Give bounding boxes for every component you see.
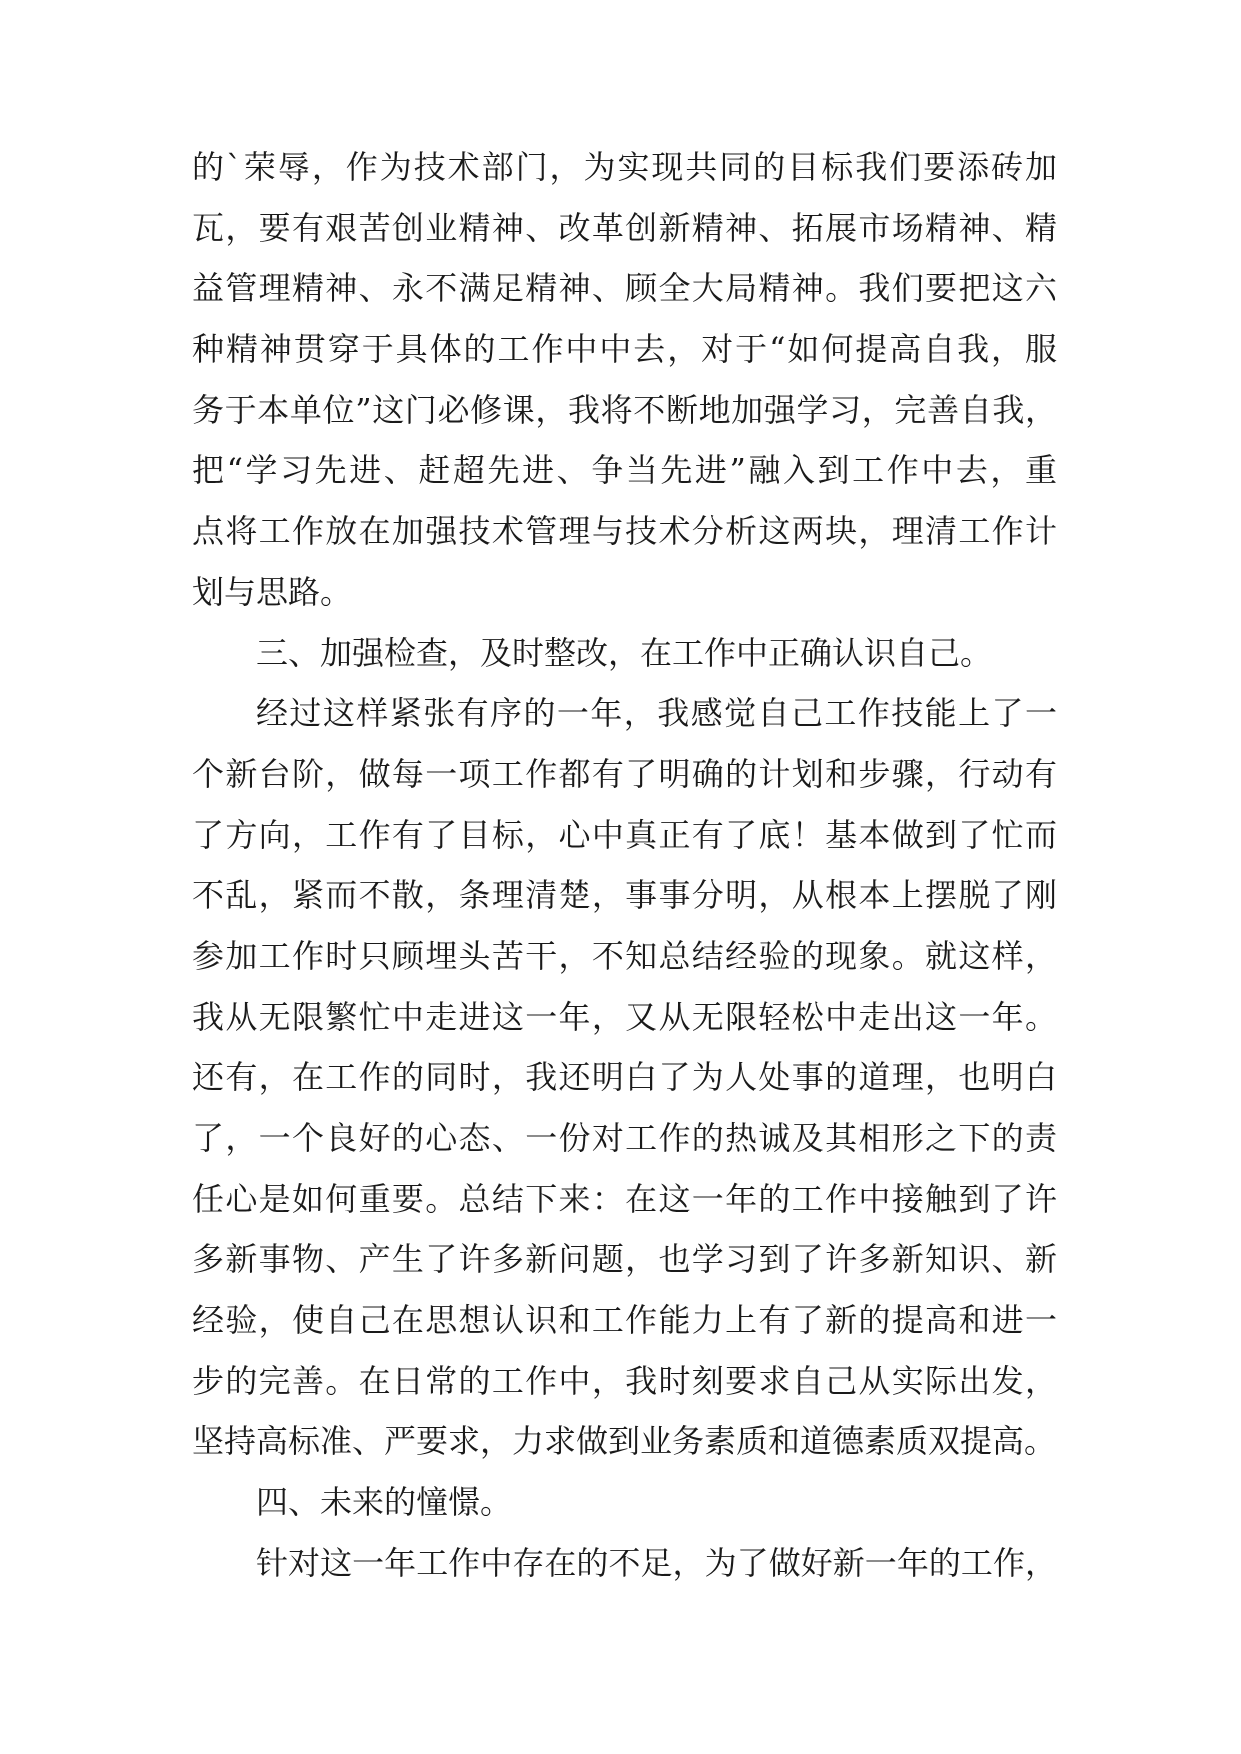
- text-line: 了方向，工作有了目标，心中真正有了底！基本做到了忙而: [192, 815, 1057, 854]
- text-line: 还有，在工作的同时，我还明白了为人处事的道理，也明白: [192, 1058, 1057, 1097]
- text-line: 务于本单位”这门必修课，我将不断地加强学习，完善自我，: [192, 390, 1057, 429]
- text-line: 参加工作时只顾埋头苦干，不知总结经验的现象。就这样，: [192, 936, 1057, 975]
- text-line: 坚持高标准、严要求，力求做到业务素质和道德素质双提高。: [192, 1422, 1057, 1461]
- text-line: 的`荣辱，作为技术部门，为实现共同的目标我们要添砖加: [192, 148, 1057, 186]
- text-line: 我从无限繁忙中走进这一年，又从无限轻松中走出这一年。: [192, 997, 1057, 1036]
- text-line: 瓦，要有艰苦创业精神、改革创新精神、拓展市场精神、精: [192, 208, 1057, 247]
- text-line: 种精神贯穿于具体的工作中中去，对于“如何提高自我，服: [192, 330, 1057, 369]
- section-heading: 四、未来的憧憬。: [256, 1483, 513, 1522]
- text-line: 任心是如何重要。总结下来：在这一年的工作中接触到了许: [192, 1179, 1057, 1218]
- text-line: 步的完善。在日常的工作中，我时刻要求自己从实际出发，: [192, 1361, 1057, 1400]
- text-line: 把“学习先进、赶超先进、争当先进”融入到工作中去，重: [192, 451, 1057, 490]
- text-line: 经验，使自己在思想认识和工作能力上有了新的提高和进一: [192, 1301, 1057, 1340]
- text-line: 个新台阶，做每一项工作都有了明确的计划和步骤，行动有: [192, 754, 1057, 793]
- text-line: 针对这一年工作中存在的不足，为了做好新一年的工作，: [256, 1543, 1057, 1582]
- document-body: [192, 137, 1057, 1594]
- text-line: 益管理精神、永不满足精神、顾全大局精神。我们要把这六: [192, 269, 1057, 308]
- text-line: 不乱，紧而不散，条理清楚，事事分明，从根本上摆脱了刚: [192, 876, 1057, 915]
- text-line: 多新事物、产生了许多新问题，也学习到了许多新知识、新: [192, 1240, 1057, 1279]
- text-line: 了，一个良好的心态、一份对工作的热诚及其相形之下的责: [192, 1119, 1057, 1157]
- text-line: 划与思路。: [192, 572, 353, 611]
- text-line: 经过这样紧张有序的一年，我感觉自己工作技能上了一: [256, 694, 1057, 733]
- text-line: 点将工作放在加强技术管理与技术分析这两块，理清工作计: [192, 512, 1057, 551]
- section-heading: 三、加强检查，及时整改，在工作中正确认识自己。: [256, 633, 993, 672]
